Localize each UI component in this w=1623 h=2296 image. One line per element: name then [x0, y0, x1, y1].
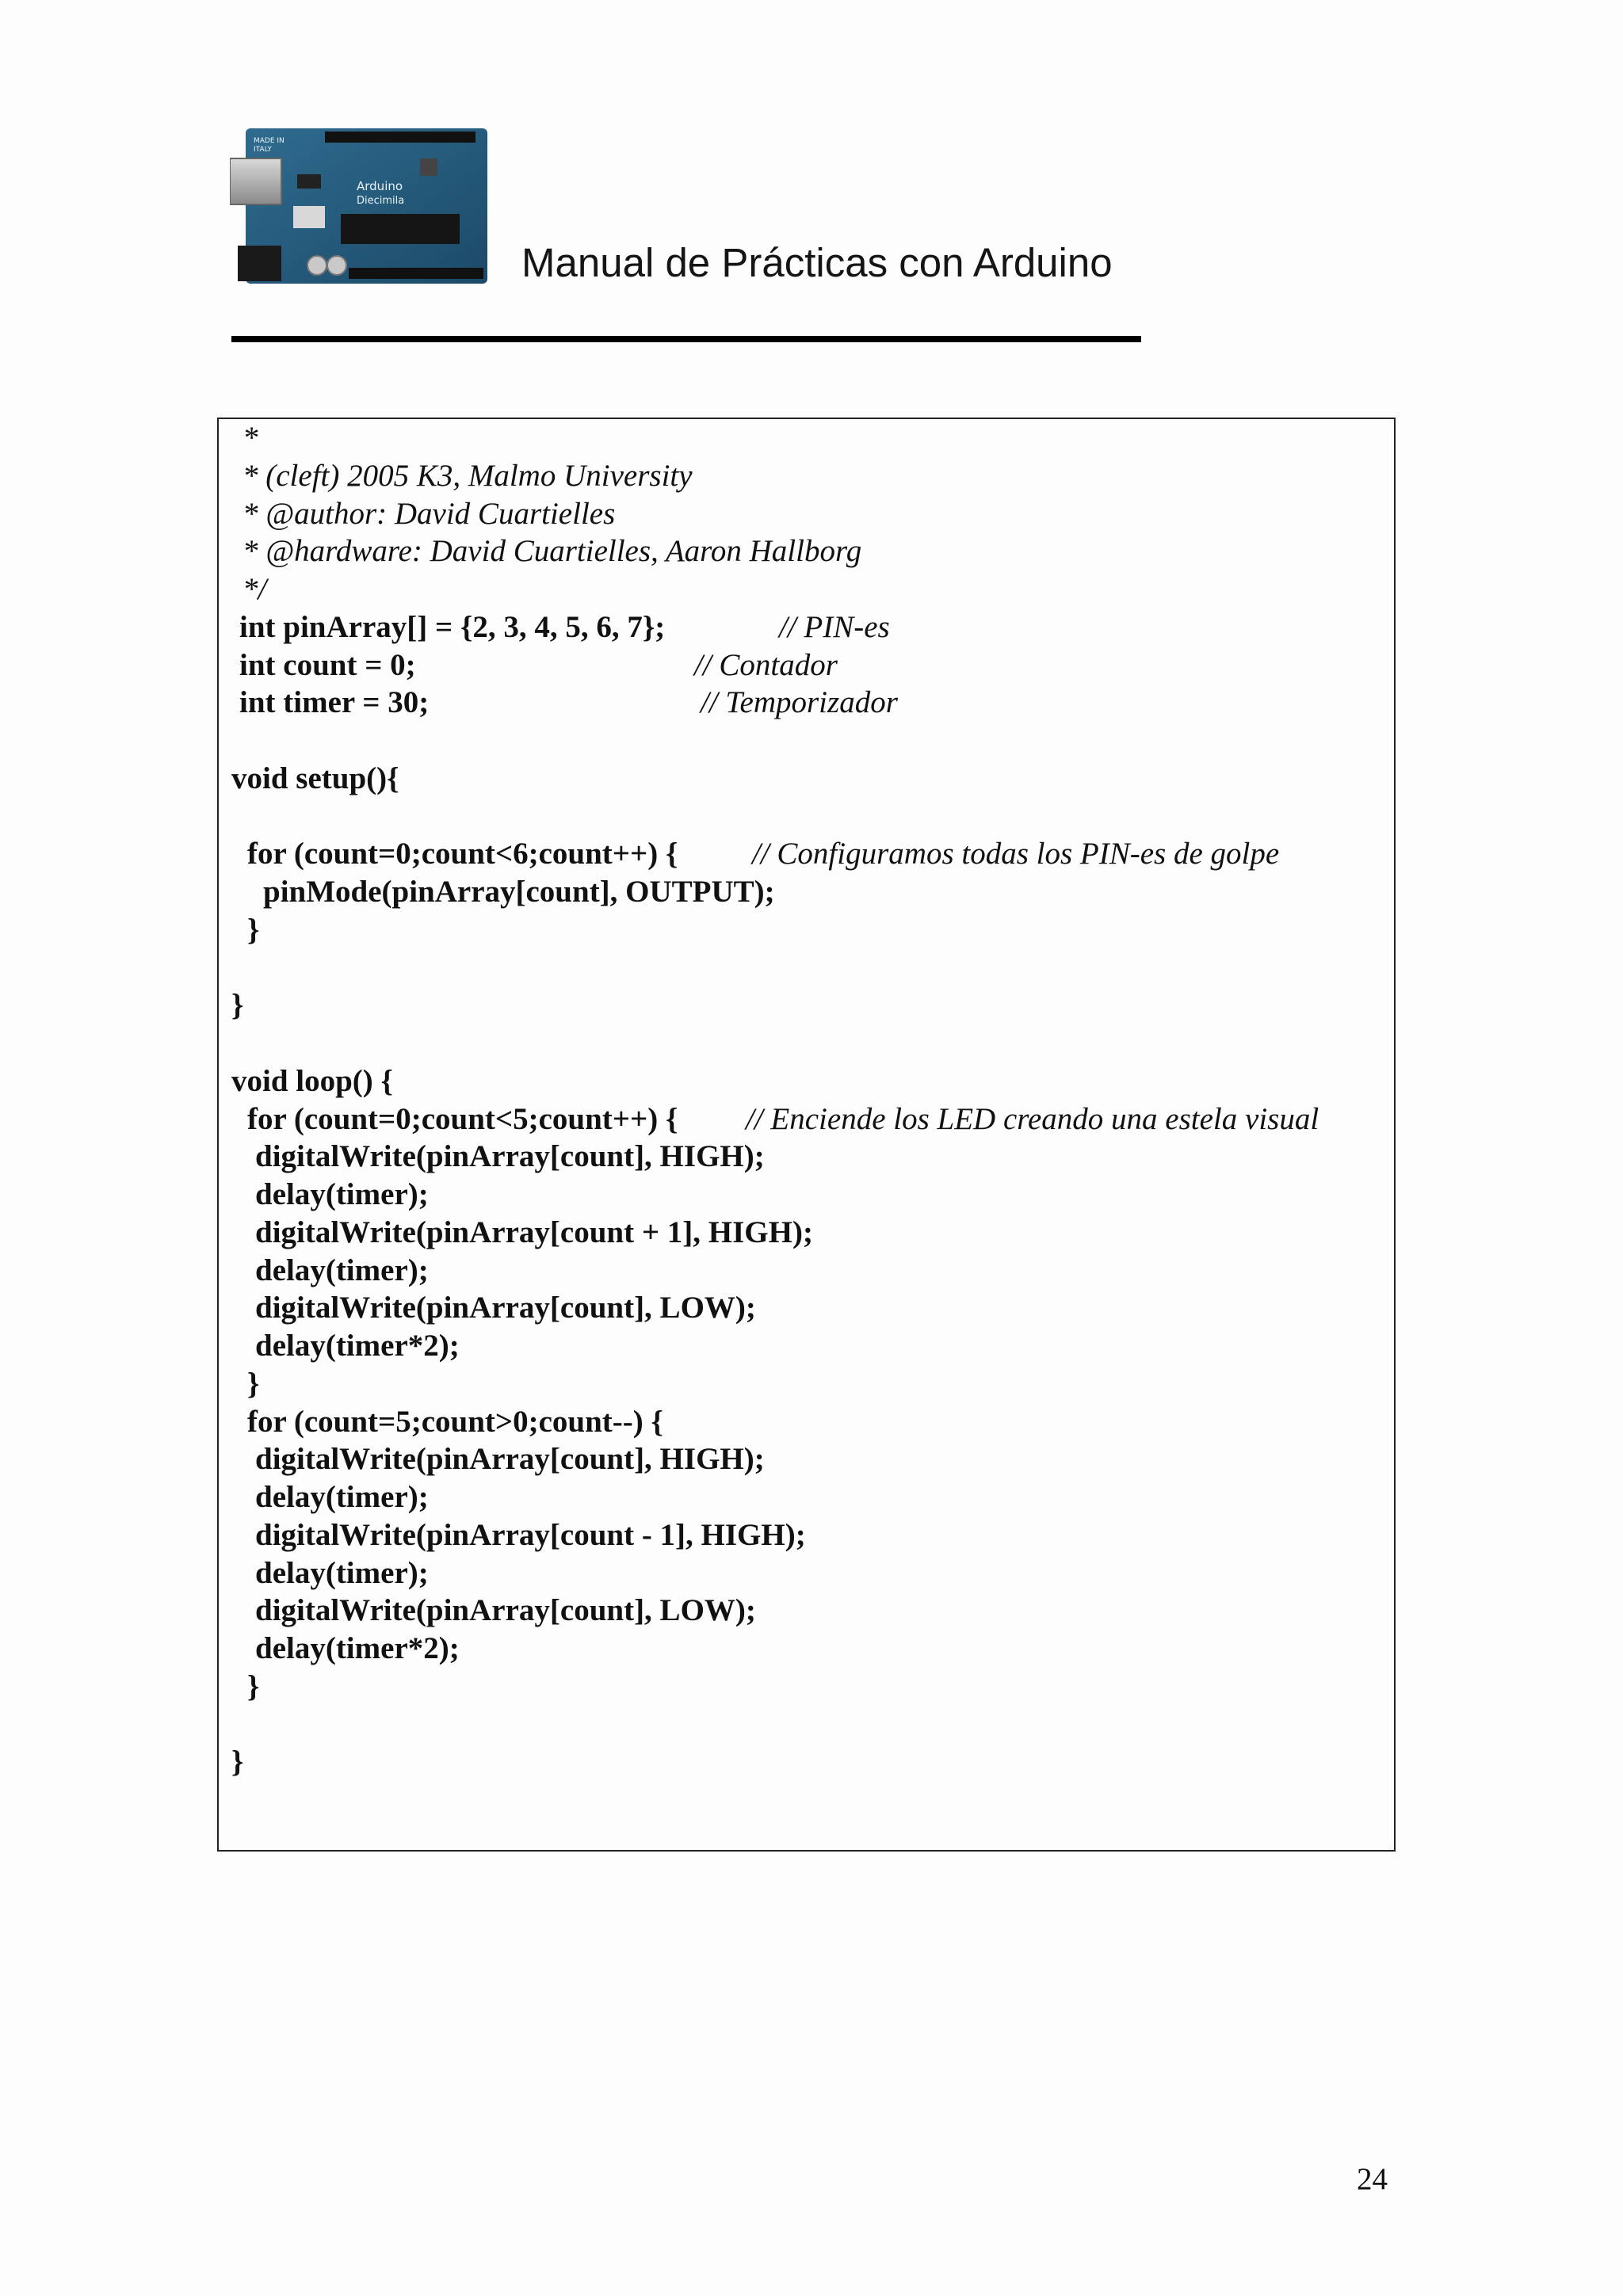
code-line [219, 1592, 1394, 1630]
code-text: * @hardware: David Cuartielles, Aaron Hallborg [242, 534, 862, 569]
code-line [219, 1743, 1394, 1781]
code-line [219, 495, 1394, 533]
code-text: pinMode(pinArray[count], OUTPUT); [263, 875, 775, 909]
code-text: * @author: David Cuartielles [242, 496, 616, 531]
code-line [219, 1024, 1394, 1062]
code-text: delay(timer); [255, 1480, 429, 1514]
code-line [219, 1403, 1394, 1441]
code-text: delay(timer*2); [255, 1631, 460, 1665]
code-text: void setup(){ [231, 761, 399, 795]
code-line [219, 457, 1394, 495]
code-line [219, 570, 1394, 608]
code-line [219, 1327, 1394, 1365]
code-line [219, 873, 1394, 911]
code-text: } [247, 912, 260, 947]
code-text: int timer = 30; [239, 685, 430, 720]
code-line [219, 911, 1394, 949]
code-text: for (count=0;count<6;count++) { [247, 837, 678, 871]
header-divider [231, 336, 1141, 342]
svg-text:MADE IN: MADE IN [254, 137, 285, 145]
svg-text:Diecimila: Diecimila [357, 195, 405, 207]
code-text: } [231, 1745, 244, 1779]
code-line [219, 1214, 1394, 1252]
code-comment: // Enciende los LED creando una estela visual [746, 1101, 1319, 1136]
code-text: delay(timer*2); [255, 1329, 460, 1363]
code-line [219, 1706, 1394, 1744]
code-comment: // Temporizador [701, 685, 898, 720]
code-line [219, 1554, 1394, 1592]
code-text: } [247, 1366, 260, 1401]
code-line [219, 1252, 1394, 1290]
code-text: delay(timer); [255, 1177, 429, 1211]
code-line [219, 532, 1394, 570]
code-line [219, 1440, 1394, 1478]
code-text: for (count=5;count>0;count--) { [247, 1404, 663, 1439]
document-title: Manual de Prácticas con Arduino [521, 240, 1113, 285]
code-text: digitalWrite(pinArray[count], LOW); [255, 1593, 756, 1628]
code-text: * (cleft) 2005 K3, Malmo University [242, 458, 693, 493]
page-number: 24 [1357, 2162, 1388, 2196]
code-line [219, 986, 1394, 1024]
code-line [219, 760, 1394, 798]
svg-text:Arduino: Arduino [357, 179, 403, 193]
code-line [219, 1138, 1394, 1176]
code-text: void loop() { [231, 1063, 393, 1098]
code-text: digitalWrite(pinArray[count], HIGH); [255, 1442, 765, 1477]
code-line [219, 1630, 1394, 1668]
code-text: digitalWrite(pinArray[count], LOW); [255, 1291, 756, 1325]
code-line [219, 1289, 1394, 1327]
code-comment: // PIN-es [779, 609, 890, 644]
code-listing-box [217, 418, 1396, 1852]
code-line [219, 949, 1394, 987]
code-text: * [242, 421, 258, 455]
code-line [219, 722, 1394, 760]
code-line [219, 1365, 1394, 1403]
svg-text:ITALY: ITALY [254, 146, 272, 154]
code-line [219, 1100, 1394, 1138]
code-line [219, 1478, 1394, 1516]
code-line [219, 419, 1394, 457]
code-line [219, 798, 1394, 836]
arduino-board-logo [230, 127, 491, 285]
code-line [219, 1062, 1394, 1100]
code-text: digitalWrite(pinArray[count], HIGH); [255, 1139, 765, 1174]
code-line [219, 684, 1394, 722]
code-comment: // Configuramos todas los PIN-es de golpe [752, 837, 1280, 871]
code-line [219, 646, 1394, 685]
code-text: for (count=0;count<5;count++) { [247, 1101, 678, 1136]
code-line [219, 835, 1394, 873]
code-text: */ [242, 572, 267, 606]
code-line [219, 1176, 1394, 1214]
code-comment: // Contador [694, 647, 838, 682]
code-text: int pinArray[] = {2, 3, 4, 5, 6, 7}; [239, 609, 666, 644]
code-text: int count = 0; [239, 647, 416, 682]
code-line [219, 1668, 1394, 1706]
code-line [219, 1516, 1394, 1554]
code-line [219, 608, 1394, 646]
code-text: delay(timer); [255, 1555, 429, 1590]
code-text: } [231, 988, 244, 1023]
code-text: delay(timer); [255, 1253, 429, 1287]
code-text: } [247, 1669, 260, 1703]
code-text: digitalWrite(pinArray[count + 1], HIGH); [255, 1215, 813, 1249]
code-text: digitalWrite(pinArray[count - 1], HIGH); [255, 1517, 806, 1552]
